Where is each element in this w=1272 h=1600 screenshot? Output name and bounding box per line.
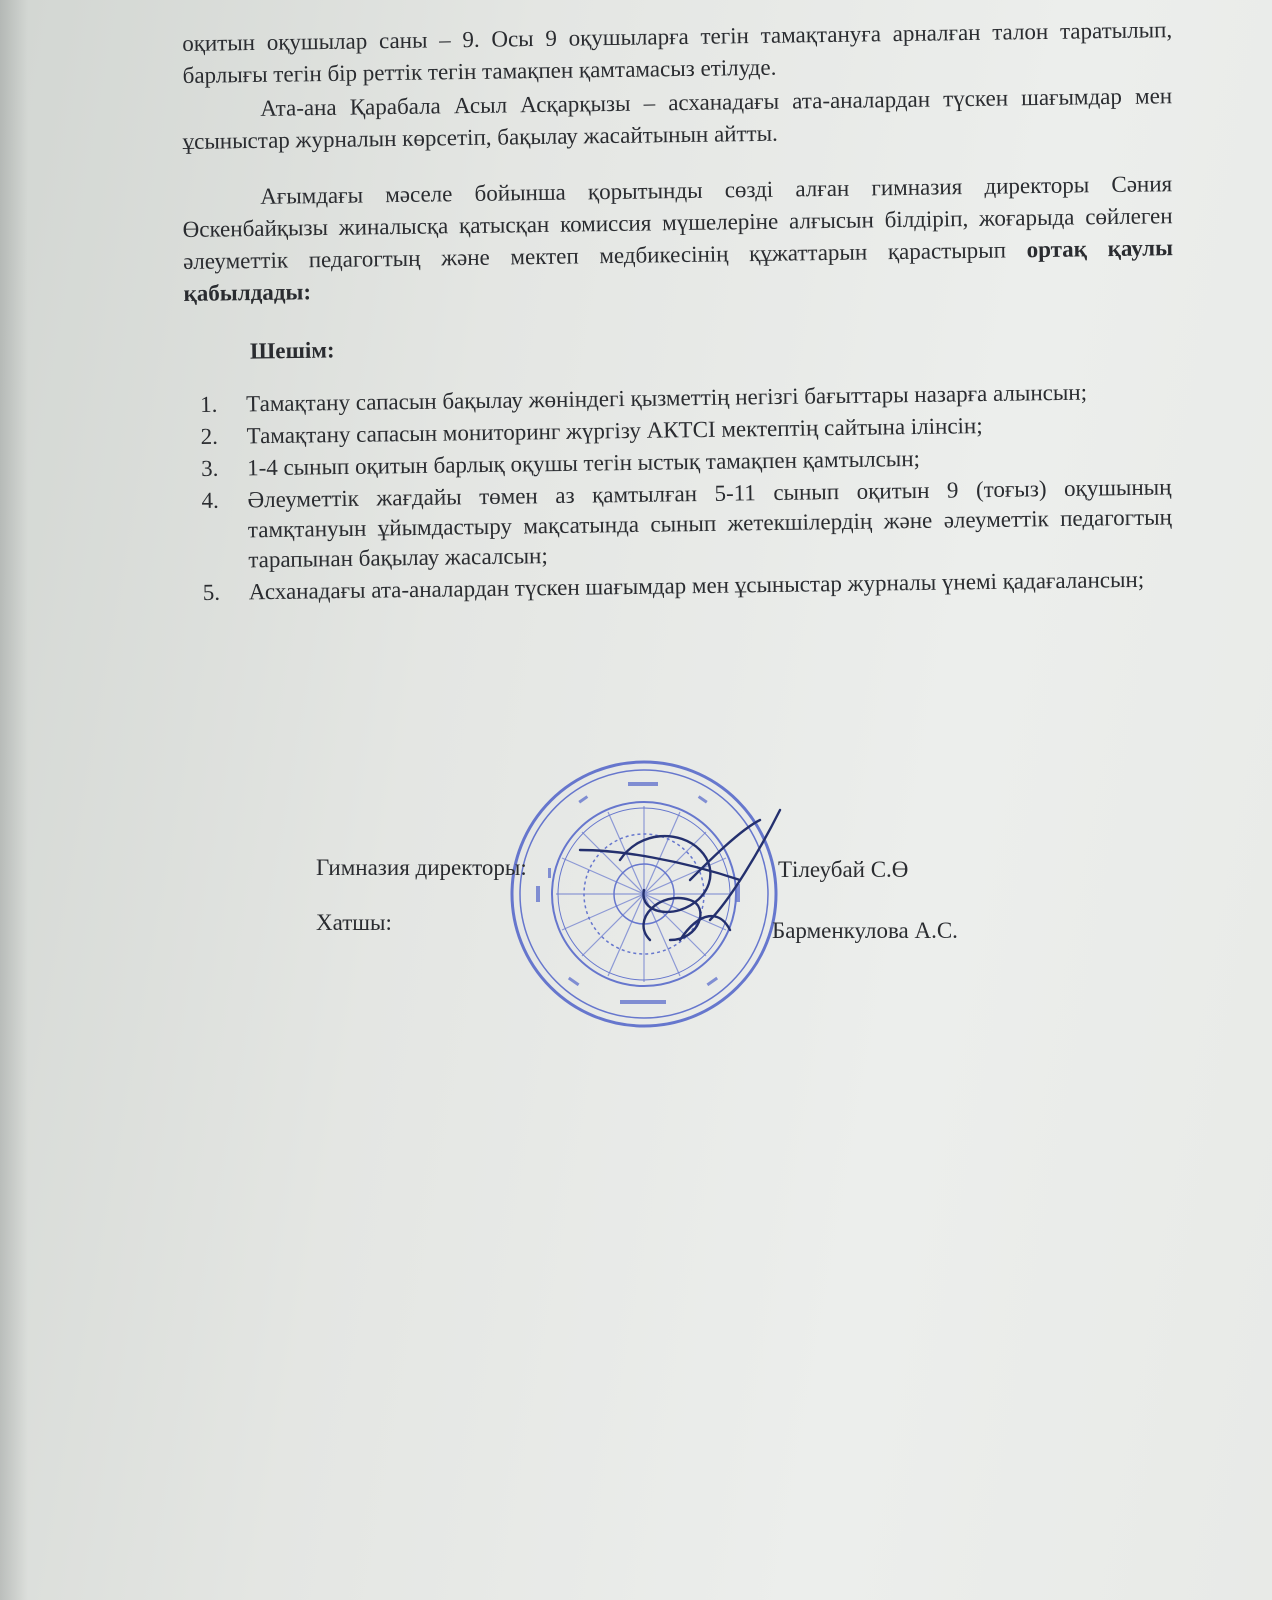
decision-heading: Шешім: — [249, 337, 335, 364]
director-label: Гимназия директоры: — [316, 855, 527, 880]
paragraph-free-meals: оқитын оқушылар саны – 9. Осы 9 оқушыларға тегін тамақтануға арналған талон таратылып, барлығы тегін бір реттік тегін тамақпен қамтамасыз етілуде. — [182, 17, 1173, 88]
director-name: Тілеубай С.Ө — [778, 857, 909, 882]
decision-number: 4. — [201, 487, 219, 513]
paragraph-director-conclusion — [182, 168, 1174, 310]
page-edge-shadow — [0, 0, 28, 1600]
decision-number: 1. — [200, 391, 218, 417]
decision-text: 1-4 сынып оқитын барлық оқушы тегін ыстық тамақпен қамтылсын; — [246, 445, 921, 481]
secretary-label: Хатшы: — [316, 910, 392, 935]
decision-text: Тамақтану сапасын бақылау жөніндегі қызметтің негізгі бағыттары назарға алынсын; — [246, 379, 1088, 417]
paragraph-director-text: Ағымдағы мәселе бойынша қорытынды сөзді алған гимназия директоры Сәния Өскенбайқызы жиналысқа қатысқан комиссия мүшелеріне алғысын білдіріп, жоғарыда сөйлеген әлеуметтік педагогтың және мектеп медбикесінің құжаттарын қарастырып — [182, 171, 1173, 274]
decision-number: 3. — [200, 455, 219, 481]
signature-icon — [560, 790, 790, 970]
decision-item — [201, 472, 1172, 576]
paragraph-parent-journal: Ата-ана Қарабала Асыл Асқарқызы – асханадағы ата-аналардан түскен шағымдар мен ұсыныстар журналын көрсетіп, бақылау жасайтынын айтты. — [182, 83, 1173, 154]
resolution-adopted-text: ортақ қаулы қабылдады: — [183, 235, 1174, 306]
decision-text: Асханадағы ата-аналардан түскен шағымдар мен ұсыныстар журналы үнемі қадағалансын; — [248, 566, 1145, 605]
secretary-name: Барменкулова А.С. — [772, 918, 958, 943]
decision-text: Тамақтану сапасын мониторинг жүргізу АКТСІ мектептің сайтына ілінсін; — [246, 413, 983, 449]
decision-number: 5. — [202, 579, 221, 605]
decision-list — [200, 376, 1173, 610]
decision-number: 2. — [200, 423, 219, 449]
decision-text: Әлеуметтік жағдайы төмен аз қамтылған 5-11 сынып оқитын 9 (тоғыз) оқушының тамқтануын ұйымдастыру мақсатында сынып жетекшілердің және әлеуметтік педагогтың тарапынан бақылау жасалсын; — [247, 474, 1173, 573]
